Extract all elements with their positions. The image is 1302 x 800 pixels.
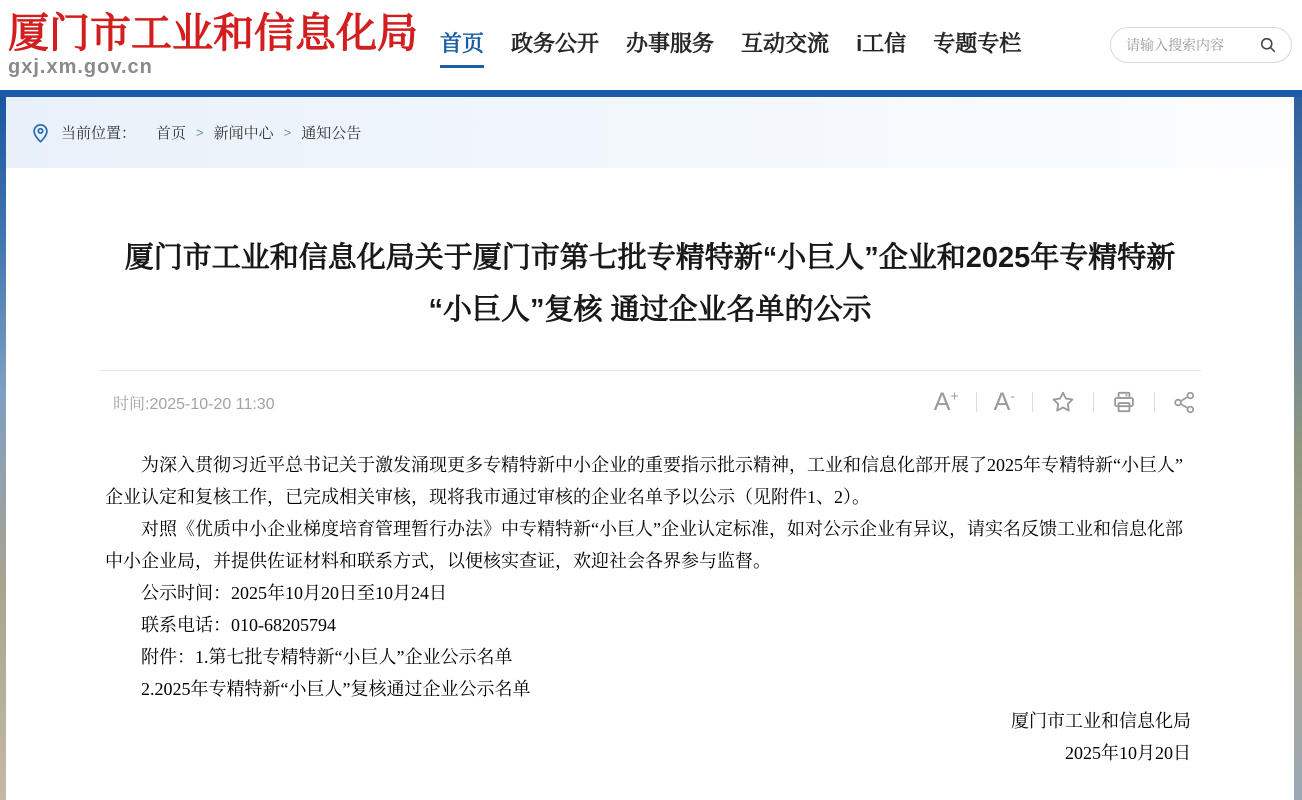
contact-phone-line: 联系电话：010-68205794 — [141, 615, 336, 635]
signature-org: 厦门市工业和信息化局 — [1011, 711, 1191, 731]
site-header — [0, 0, 1302, 90]
search-icon[interactable] — [1258, 35, 1278, 55]
article-title-line-2: “小巨人”复核 通过企业名单的公示 — [428, 294, 872, 326]
site-logo[interactable] — [8, 11, 418, 79]
main-area — [0, 97, 1302, 800]
article-title — [99, 232, 1201, 336]
article-paragraph: 为深入贯彻习近平总书记关于激发涌现更多专精特新中小企业的重要指示批示精神，工业和信息化部开展了2025年专精特新“小巨人”企业认定和复核工作，已完成相关审核，现将我市通过审核的企业名单予以公示（见附件1、2）。 — [105, 455, 1183, 507]
attachment-2-line: 2.2025年专精特新“小巨人”复核通过企业公示名单 — [141, 679, 531, 699]
breadcrumb-prefix: 当前位置： — [61, 125, 137, 142]
breadcrumb-item-news-center[interactable]: 新闻中心 — [213, 125, 274, 142]
article-title-line-1: 厦门市工业和信息化局关于厦门市第七批专精特新“小巨人”企业和2025年专精特新 — [124, 242, 1176, 274]
font-decrease-button[interactable]: A- — [993, 387, 1015, 416]
nav-item-home[interactable]: 首页 — [440, 27, 484, 68]
nav-item-services[interactable]: 办事服务 — [626, 30, 715, 56]
breadcrumb-item-home[interactable]: 首页 — [156, 125, 187, 142]
background-image-right-sliver — [1294, 97, 1302, 800]
search-box[interactable] — [1110, 27, 1292, 63]
article-meta-row — [99, 371, 1201, 433]
main-nav — [440, 27, 1021, 68]
breadcrumb-item-notices[interactable]: 通知公告 — [301, 125, 362, 142]
nav-item-igongxin[interactable]: i工信 — [856, 30, 907, 56]
article-paragraph: 对照《优质中小企业梯度培育管理暂行办法》中专精特新“小巨人”企业认定标准，如对公示企业有异议，请实名反馈工业和信息化部中小企业局，并提供佐证材料和联系方式，以便核实查证，欢迎社会各界参与监督。 — [105, 519, 1183, 571]
publish-time: 时间:2025-10-20 11:30 — [113, 395, 275, 413]
site-logo-domain: gxj.xm.gov.cn — [8, 56, 153, 78]
share-icon[interactable] — [1155, 390, 1201, 415]
signature-date: 2025年10月20日 — [1065, 743, 1191, 763]
font-increase-button[interactable]: A+ — [933, 387, 959, 416]
location-pin-icon — [30, 121, 52, 145]
print-icon[interactable] — [1094, 389, 1154, 415]
article-body — [99, 449, 1201, 769]
search-input[interactable] — [1124, 36, 1258, 54]
favorite-star-icon[interactable] — [1033, 389, 1093, 415]
content-wrapper — [6, 97, 1294, 800]
attachment-1-line: 附件：1.第七批专精特新“小巨人”企业公示名单 — [141, 647, 513, 667]
breadcrumb — [6, 97, 1294, 168]
site-logo-title: 厦门市工业和信息化局 — [8, 10, 418, 56]
nav-item-gov-affairs[interactable]: 政务公开 — [511, 30, 600, 56]
nav-item-special-topics[interactable]: 专题专栏 — [933, 30, 1022, 56]
publicity-period-line: 公示时间：2025年10月20日至10月24日 — [141, 583, 447, 603]
breadcrumb-separator: > — [283, 125, 292, 140]
breadcrumb-separator: > — [196, 125, 204, 140]
nav-item-interaction[interactable]: 互动交流 — [741, 30, 830, 56]
article-toolbar — [934, 389, 1201, 415]
header-divider-bar — [0, 90, 1302, 97]
article — [6, 232, 1294, 769]
